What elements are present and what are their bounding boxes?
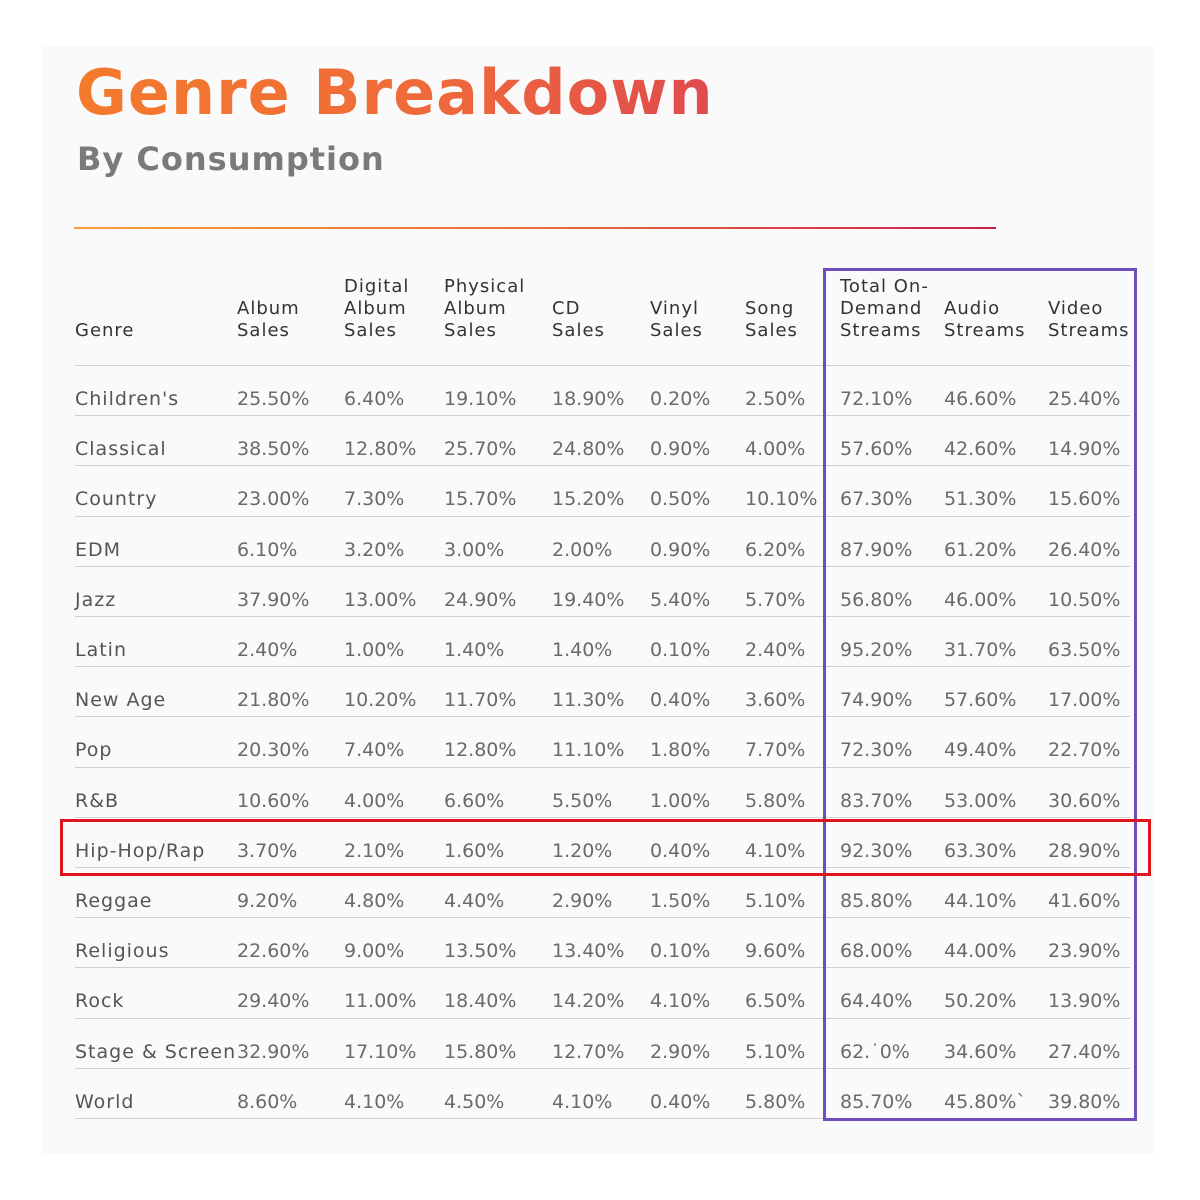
table-cell: 6.10% [237,538,298,561]
table-cell: 3.00% [444,538,505,561]
table-cell: 53.00% [944,789,1017,812]
genre-label: Latin [75,639,127,661]
table-cell: 5.10% [745,1040,806,1063]
table-cell: 3.60% [745,689,806,712]
table-cell: 14.90% [1048,438,1121,461]
table-cell: 4.10% [344,1090,405,1113]
table-cell: 42.60% [944,438,1017,461]
table-cell: 44.10% [944,890,1017,912]
table-cell: 27.40% [1048,1040,1121,1063]
table-cell: 10.10% [745,488,818,511]
column-header-vinyl-sales: Vinyl Sales [650,298,703,341]
table-cell: 7.40% [344,739,405,762]
table-cell: 1.40% [444,639,505,661]
table-cell: 18.90% [552,388,625,410]
table-cell: 17.10% [344,1040,417,1063]
column-header-album-sales: Album Sales [237,298,300,341]
table-cell: 41.60% [1048,890,1121,912]
table-cell: 38.50% [237,438,310,461]
table-cell: 9.60% [745,940,806,963]
table-cell: 12.80% [444,739,517,762]
table-cell: 11.00% [344,990,417,1013]
table-cell: 15.80% [444,1040,517,1063]
genre-label: Hip-Hop/Rap [75,839,206,862]
column-header-song-sales: Song Sales [745,298,798,341]
genre-label: Country [75,488,158,511]
table-cell: 2.10% [344,839,405,862]
table-cell: 3.70% [237,839,298,862]
table-cell: 17.00% [1048,689,1121,712]
table-cell: 4.40% [444,890,505,912]
table-cell: 4.00% [344,789,405,812]
table-cell: 85.80% [840,890,913,912]
table-cell: 46.00% [944,588,1017,611]
genre-label: Classical [75,438,167,461]
table-cell: 20.30% [237,739,310,762]
table-cell: 63.30% [944,839,1017,862]
table-cell: 0.90% [650,538,711,561]
table-cell: 13.00% [344,588,417,611]
table-cell: 63.50% [1048,639,1121,661]
table-cell: 13.90% [1048,990,1121,1013]
table-cell: 22.60% [237,940,310,963]
table-cell: 30.60% [1048,789,1121,812]
table-cell: 74.90% [840,689,913,712]
genre-label: Children's [75,388,180,410]
page-title: Genre Breakdown [76,56,714,129]
table-cell: 51.30% [944,488,1017,511]
table-cell: 50.20% [944,990,1017,1013]
table-cell: 5.80% [745,789,806,812]
table-cell: 21.80% [237,689,310,712]
genre-label: Religious [75,940,170,963]
table-cell: 92.30% [840,839,913,862]
table-cell: 62.˙0% [840,1040,910,1063]
table-cell: 26.40% [1048,538,1121,561]
page-subtitle: By Consumption [77,140,385,178]
column-header-cd-sales: CD Sales [552,298,605,341]
table-cell: 9.20% [237,890,298,912]
table-cell: 13.50% [444,940,517,963]
table-cell: 2.50% [745,388,806,410]
genre-label: Jazz [75,588,117,611]
table-cell: 28.90% [1048,839,1121,862]
table-cell: 25.70% [444,438,517,461]
column-header-video-streams: Video Streams [1048,298,1130,341]
table-cell: 7.30% [344,488,405,511]
table-cell: 56.80% [840,588,913,611]
table-cell: 44.00% [944,940,1017,963]
table-cell: 1.80% [650,739,711,762]
table-cell: 87.90% [840,538,913,561]
table-cell: 72.10% [840,388,913,410]
title-divider [74,227,996,229]
table-cell: 11.70% [444,689,517,712]
column-header-audio-streams: Audio Streams [944,298,1026,341]
column-header-total-on-demand-streams: Total On- Demand Streams [840,276,929,341]
table-cell: 15.70% [444,488,517,511]
table-cell: 3.20% [344,538,405,561]
table-cell: 4.00% [745,438,806,461]
column-header-digital-album-sales: Digital Album Sales [344,276,410,341]
streams-columns-highlight [823,268,1137,1121]
table-cell: 37.90% [237,588,310,611]
table-cell: 83.70% [840,789,913,812]
table-cell: 13.40% [552,940,625,963]
genre-label: Rock [75,990,125,1013]
table-cell: 5.10% [745,890,806,912]
genre-label: Pop [75,739,113,762]
table-cell: 46.60% [944,388,1017,410]
table-cell: 49.40% [944,739,1017,762]
table-cell: 95.20% [840,639,913,661]
table-cell: 1.50% [650,890,711,912]
table-cell: 15.20% [552,488,625,511]
table-cell: 4.50% [444,1090,505,1113]
table-cell: 45.80%` [944,1090,1026,1113]
table-cell: 19.40% [552,588,625,611]
genre-label: Stage & Screen [75,1040,237,1063]
table-cell: 57.60% [944,689,1017,712]
table-cell: 25.50% [237,388,310,410]
table-cell: 61.20% [944,538,1017,561]
table-cell: 11.10% [552,739,625,762]
table-cell: 31.70% [944,639,1017,661]
table-cell: 2.90% [552,890,613,912]
table-cell: 2.90% [650,1040,711,1063]
table-cell: 1.00% [344,639,405,661]
table-cell: 9.00% [344,940,405,963]
table-cell: 25.40% [1048,388,1121,410]
table-cell: 0.20% [650,388,711,410]
table-cell: 0.10% [650,940,711,963]
table-cell: 4.10% [745,839,806,862]
table-cell: 14.20% [552,990,625,1013]
table-cell: 4.10% [650,990,711,1013]
table-cell: 0.40% [650,689,711,712]
table-cell: 2.40% [745,639,806,661]
table-cell: 6.40% [344,388,405,410]
table-cell: 0.50% [650,488,711,511]
table-cell: 4.80% [344,890,405,912]
table-cell: 2.40% [237,639,298,661]
genre-label: New Age [75,689,167,712]
table-cell: 7.70% [745,739,806,762]
table-cell: 5.80% [745,1090,806,1113]
genre-label: World [75,1090,135,1113]
table-cell: 68.00% [840,940,913,963]
table-cell: 18.40% [444,990,517,1013]
table-cell: 85.70% [840,1090,913,1113]
table-cell: 0.40% [650,839,711,862]
table-cell: 23.90% [1048,940,1121,963]
column-header-physical-album-sales: Physical Album Sales [444,276,526,341]
table-cell: 39.80% [1048,1090,1121,1113]
table-cell: 0.10% [650,639,711,661]
table-cell: 64.40% [840,990,913,1013]
genre-label: R&B [75,789,120,812]
table-cell: 4.10% [552,1090,613,1113]
table-cell: 5.50% [552,789,613,812]
table-cell: 34.60% [944,1040,1017,1063]
genre-label: Reggae [75,890,153,912]
table-cell: 1.20% [552,839,613,862]
table-cell: 6.60% [444,789,505,812]
table-cell: 32.90% [237,1040,310,1063]
table-cell: 10.50% [1048,588,1121,611]
table-cell: 19.10% [444,388,517,410]
table-cell: 15.60% [1048,488,1121,511]
table-cell: 22.70% [1048,739,1121,762]
hip-hop-row-highlight [60,819,1151,876]
table-cell: 8.60% [237,1090,298,1113]
table-cell: 12.80% [344,438,417,461]
table-cell: 6.50% [745,990,806,1013]
table-cell: 67.30% [840,488,913,511]
table-cell: 1.00% [650,789,711,812]
table-cell: 1.40% [552,639,613,661]
table-cell: 24.90% [444,588,517,611]
table-cell: 10.60% [237,789,310,812]
table-cell: 57.60% [840,438,913,461]
genre-label: EDM [75,538,122,561]
table-cell: 72.30% [840,739,913,762]
table-cell: 0.90% [650,438,711,461]
table-cell: 29.40% [237,990,310,1013]
table-cell: 1.60% [444,839,505,862]
table-cell: 12.70% [552,1040,625,1063]
table-cell: 11.30% [552,689,625,712]
table-cell: 23.00% [237,488,310,511]
table-cell: 24.80% [552,438,625,461]
table-cell: 6.20% [745,538,806,561]
table-cell: 5.40% [650,588,711,611]
column-header-genre: Genre [75,320,135,341]
table-cell: 2.00% [552,538,613,561]
table-cell: 5.70% [745,588,806,611]
table-cell: 0.40% [650,1090,711,1113]
table-cell: 10.20% [344,689,417,712]
